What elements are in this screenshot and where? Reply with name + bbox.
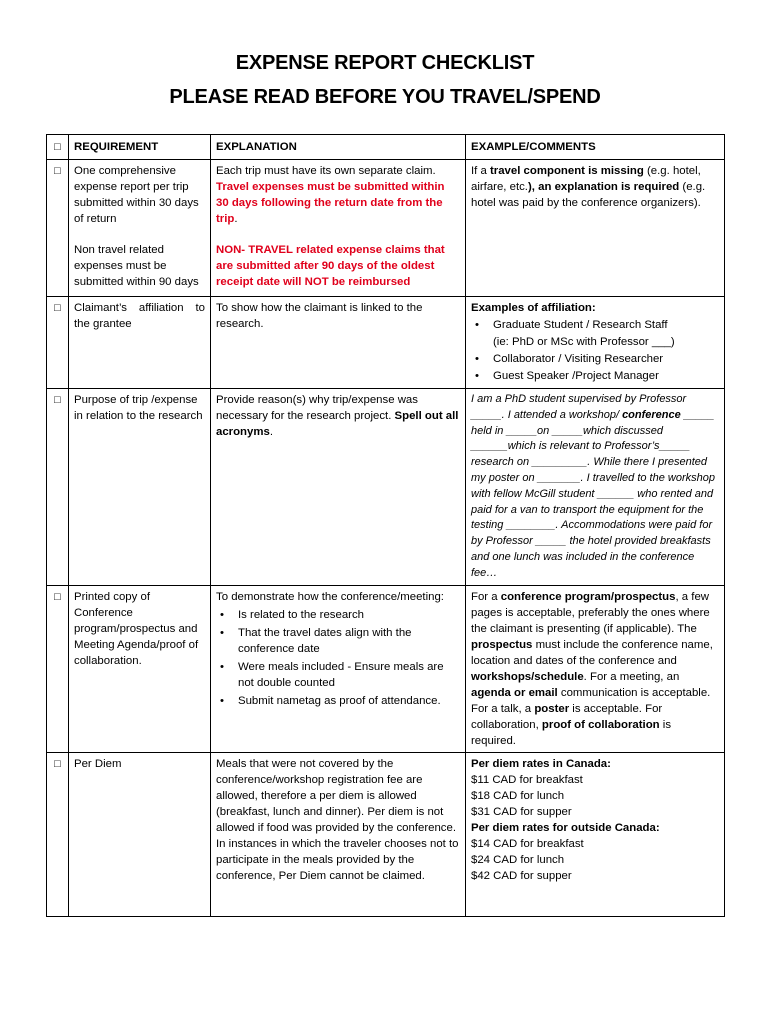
requirement-text: Purpose of trip /expense in relation to the research xyxy=(69,389,211,586)
list-item: • Is related to the research xyxy=(238,607,460,623)
example-text: is acceptable. For collaboration, xyxy=(471,702,663,731)
rate-item: $31 CAD for supper xyxy=(471,805,572,818)
title-line-2: PLEASE READ BEFORE YOU TRAVEL/SPEND xyxy=(169,86,601,108)
example-text: is required. xyxy=(471,718,672,747)
requirement-text: Per Diem xyxy=(69,752,211,916)
explanation-warning: Travel expenses must be submitted within 30 days following the return date from the trip xyxy=(216,181,445,225)
explanation-text: Meals that were not covered by the conference/workshop registration fee are allowed, therefore a per diem is allowed (breakfast, lunch and dinner). Per diem is not allowed if food was provided by the conference. xyxy=(216,757,456,834)
list-item-text: Graduate Student / Research Staff xyxy=(493,319,668,331)
rate-item: $11 CAD for breakfast xyxy=(471,773,583,786)
example-cell xyxy=(466,752,725,916)
example-cell xyxy=(466,297,725,389)
example-bold: poster xyxy=(534,702,570,715)
list-item: • Were meals included - Ensure meals are not double counted xyxy=(238,659,460,691)
requirement-text: Printed copy of Conference program/prospectus and Meeting Agenda/proof of collaboration. xyxy=(69,585,211,752)
requirement-text: One comprehensive expense report per trip submitted within 30 days of return xyxy=(74,165,199,225)
explanation-text: Each trip must have its own separate claim. xyxy=(216,165,436,177)
checkbox-program[interactable]: □ xyxy=(47,585,69,752)
checkbox-per-diem[interactable]: □ xyxy=(47,752,69,916)
requirement-cell xyxy=(69,160,211,297)
example-cell xyxy=(466,389,725,586)
checkbox-purpose[interactable]: □ xyxy=(47,389,69,586)
checkbox-expense-report[interactable]: □ xyxy=(47,160,69,297)
list-item: • Guest Speaker /Project Manager xyxy=(493,368,719,385)
example-text: (e.g. hotel was paid by the conference organizers). xyxy=(471,181,706,209)
row-purpose xyxy=(47,389,725,586)
rate-item: $42 CAD for supper xyxy=(471,869,572,882)
example-bold: conference program/prospectus xyxy=(500,590,676,603)
example-bold: agenda or email xyxy=(471,686,558,699)
example-bold: ), an explanation is required xyxy=(527,181,680,193)
header-requirement: REQUIREMENT xyxy=(69,135,211,160)
explanation-cell xyxy=(211,160,466,297)
list-item: • Collaborator / Visiting Researcher xyxy=(493,351,719,368)
canada-rates-title: Per diem rates in Canada: xyxy=(471,757,611,770)
header-row xyxy=(47,135,725,160)
example-text: communication is acceptable. For a talk, a xyxy=(471,686,711,715)
checkbox-affiliation[interactable]: □ xyxy=(47,297,69,389)
example-text: . For a meeting, an xyxy=(583,670,680,683)
header-example: EXAMPLE/COMMENTS xyxy=(466,135,725,160)
example-bold: proof of collaboration xyxy=(541,718,660,731)
requirement-text-nontravel: Non travel related expenses must be submitted within 90 days xyxy=(74,244,199,288)
example-text: I am a PhD student supervised by Professor _____. I attended a workshop/ xyxy=(471,393,687,421)
explanation-title: To demonstrate how the conference/meeting: xyxy=(216,590,444,603)
nontravel-warning: NON- TRAVEL related expense claims that are submitted after 90 days of the oldest receipt date will NOT be reimbursed xyxy=(216,244,445,288)
explanation-cell xyxy=(211,585,466,752)
rate-item: $14 CAD for breakfast xyxy=(471,837,584,850)
punctuation: . xyxy=(234,213,238,225)
example-text: (e.g. hotel, airfare, etc. xyxy=(471,165,701,193)
list-item: • That the travel dates align with the conference date xyxy=(238,625,460,657)
requirement-text: Claimant’s affiliation to the grantee xyxy=(69,297,211,389)
header-explanation: EXPLANATION xyxy=(211,135,466,160)
outside-rates-title: Per diem rates for outside Canada: xyxy=(471,821,660,834)
checklist-table xyxy=(46,134,725,917)
example-text: If a xyxy=(471,165,490,177)
example-bold: conference xyxy=(622,408,681,421)
example-text: must include the conference name, location and dates of the conference and xyxy=(471,638,713,667)
explanation-text-2: In instances in which the traveler chooses not to participate in the meals provided by the conference, Per Diem cannot be claimed. xyxy=(216,837,459,882)
example-text: , a few pages is acceptable, preferably the ones where the claimant is presenting (if applicable). The xyxy=(471,590,710,635)
row-expense-report xyxy=(47,160,725,297)
example-cell xyxy=(466,160,725,297)
explanation-cell xyxy=(211,752,466,916)
list-item-subtext: (ie: PhD or MSc with Professor ___) xyxy=(493,336,675,348)
row-program xyxy=(47,585,725,752)
explanation-bold: Spell out all acronyms xyxy=(216,410,459,438)
header-checkbox[interactable]: □ xyxy=(47,135,69,160)
row-per-diem xyxy=(47,752,725,916)
row-affiliation xyxy=(47,297,725,389)
explanation-text: Provide reason(s) why trip/expense was necessary for the research project. xyxy=(216,394,418,422)
rate-item: $24 CAD for lunch xyxy=(471,853,565,866)
explanation-text: To show how the claimant is linked to the research. xyxy=(211,297,466,389)
example-cell xyxy=(466,585,725,752)
affiliation-examples-title: Examples of affiliation: xyxy=(471,302,596,314)
example-text: _____ held in _____on _____which discussed ______which is relevant to Professor’s_____ research on _________. While there I presented my poster on _______. I travelled to the workshop with fellow McGill student ______ who rented and paid for a van to transport the equipment for the testing ________. Accommodations were paid for by Professor _____ the hotel provided breakfasts and one lunch was included in the conference fee… xyxy=(471,408,715,579)
example-bold: travel component is missing xyxy=(490,165,644,177)
rate-item: $18 CAD for lunch xyxy=(471,789,565,802)
example-text: For a xyxy=(471,590,501,603)
explanation-cell xyxy=(211,389,466,586)
list-item xyxy=(493,317,719,351)
punctuation: . xyxy=(269,426,273,438)
title-line-1: EXPENSE REPORT CHECKLIST xyxy=(235,52,535,74)
list-item: • Submit nametag as proof of attendance. xyxy=(238,693,460,709)
example-bold: prospectus xyxy=(471,638,533,651)
example-bold: workshops/schedule xyxy=(471,670,584,683)
